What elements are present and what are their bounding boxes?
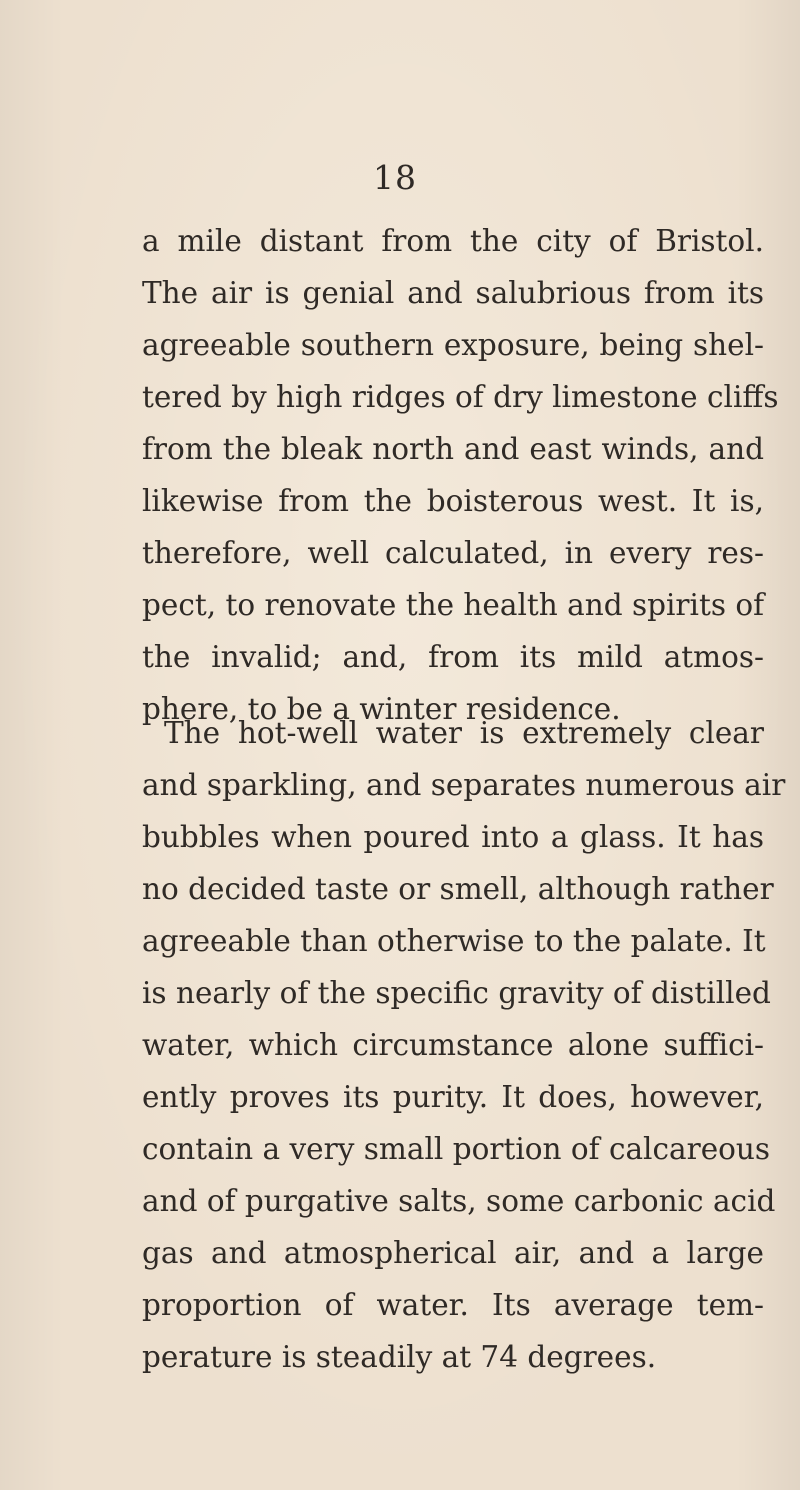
text-line: and sparkling, and separates numerous air (142, 768, 786, 802)
text-line: gas and atmospherical air, and a large (142, 1236, 764, 1270)
text-line: water, which circumstance alone suffici- (142, 1028, 764, 1062)
paragraph-2 (142, 707, 786, 1383)
text-line: is nearly of the specific gravity of distilled (142, 976, 771, 1010)
paragraph-1 (142, 215, 779, 735)
text-line: proportion of water. Its average tem- (142, 1288, 764, 1322)
text-line: phere, to be a winter residence. (142, 692, 621, 726)
text-line: therefore, well calculated, in every res- (142, 536, 764, 570)
text-line: the invalid; and, from its mild atmos- (142, 640, 764, 674)
text-line: The hot-well water is extremely clear (164, 716, 764, 750)
text-line: no decided taste or smell, although rather (142, 872, 774, 906)
text-line: agreeable southern exposure, being shel- (142, 328, 764, 362)
text-line: contain a very small portion of calcareous (142, 1132, 771, 1166)
text-line: tered by high ridges of dry limestone cliffs (142, 380, 779, 414)
text-line: from the bleak north and east winds, and (142, 432, 764, 466)
text-line: The air is genial and salubrious from its (142, 276, 764, 310)
page-number: 18 (373, 158, 417, 197)
text-line: likewise from the boisterous west. It is, (142, 484, 764, 518)
text-line: perature is steadily at 74 degrees. (142, 1340, 657, 1374)
text-line: bubbles when poured into a glass. It has (142, 820, 764, 854)
text-line: agreeable than otherwise to the palate. It (142, 924, 766, 958)
text-line: a mile distant from the city of Bristol. (142, 224, 764, 258)
text-line: ently proves its purity. It does, however, (142, 1080, 764, 1114)
text-line: and of purgative salts, some carbonic acid (142, 1184, 776, 1218)
text-line: pect, to renovate the health and spirits of (142, 588, 765, 622)
